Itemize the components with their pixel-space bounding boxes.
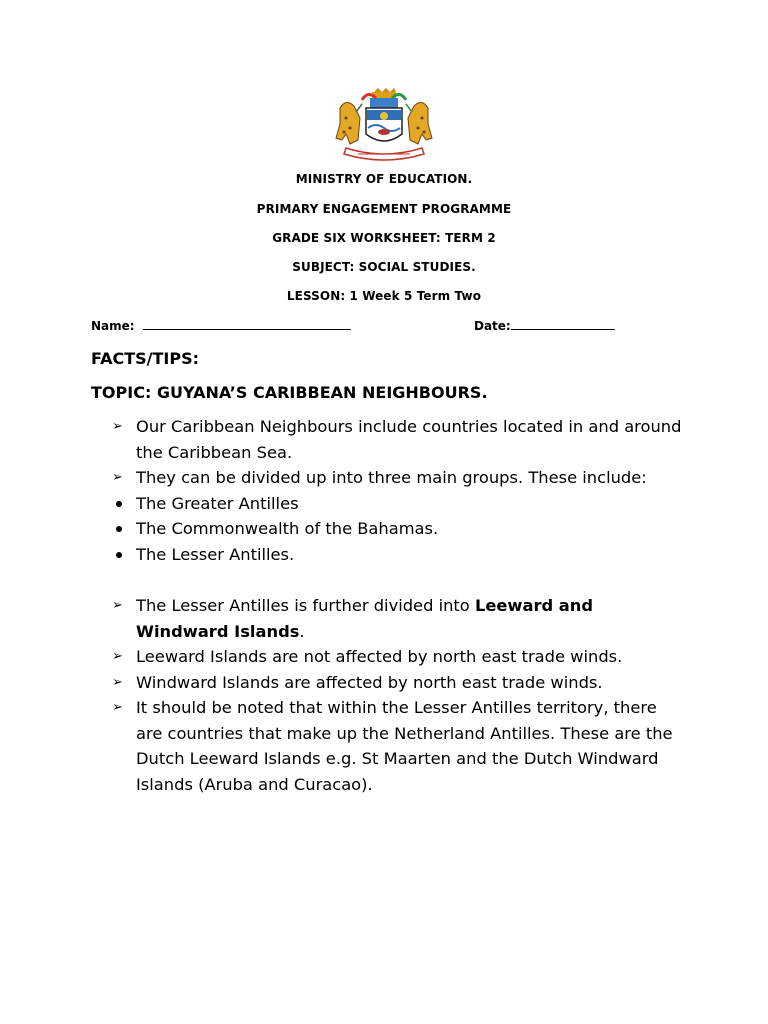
date-field[interactable] — [474, 318, 615, 333]
list-item — [112, 695, 682, 797]
arrow-bullet-icon: ➢ — [112, 598, 123, 613]
programme-title: PRIMARY ENGAGEMENT PROGRAMME — [256, 202, 512, 216]
spacer — [112, 567, 682, 593]
arrow-bullet-icon: ➢ — [112, 470, 123, 485]
list-item-text-start: The Lesser Antilles is further divided into — [136, 596, 475, 615]
arrow-bullet-icon: ➢ — [112, 700, 123, 715]
arrow-bullet-icon: ➢ — [112, 649, 123, 664]
list-item — [112, 593, 682, 644]
worksheet-title: GRADE SIX WORKSHEET: TERM 2 — [272, 231, 496, 245]
lesson-title: LESSON: 1 Week 5 Term Two — [286, 289, 482, 303]
date-blank-line[interactable] — [511, 318, 615, 330]
list-item-bold-text: Leeward and Windward Islands — [136, 596, 594, 641]
topic-heading: TOPIC: GUYANA’S CARIBBEAN NEIGHBOURS. — [91, 383, 488, 402]
dot-bullet-icon — [116, 501, 122, 507]
list-item — [112, 542, 682, 568]
name-label: Name: — [91, 319, 135, 333]
name-field[interactable] — [91, 318, 351, 333]
list-item — [112, 516, 682, 542]
dot-bullet-icon — [116, 526, 122, 532]
list-item-text: The Lesser Antilles. — [136, 544, 295, 564]
arrow-bullet-icon: ➢ — [112, 419, 123, 434]
list-item-text — [136, 596, 593, 641]
list-item — [112, 491, 682, 517]
list-item-text: Leeward Islands are not affected by north east trade winds. — [136, 647, 623, 666]
list-item-text: Windward Islands are affected by north east trade winds. — [136, 672, 603, 692]
arrow-bullet-icon: ➢ — [112, 674, 123, 690]
subject-title: SUBJECT: SOCIAL STUDIES. — [292, 260, 476, 274]
name-blank-line[interactable] — [143, 318, 351, 330]
date-label: Date: — [474, 319, 511, 333]
list-item — [112, 670, 682, 696]
ministry-title: MINISTRY OF EDUCATION. — [295, 172, 473, 186]
facts-heading: FACTS/TIPS: — [91, 349, 200, 368]
list-item-text: Our Caribbean Neighbours include countries located in and around the Caribbean Sea. — [136, 417, 682, 462]
list-item — [112, 414, 682, 465]
list-item — [112, 644, 682, 670]
list-item-text-end: . — [299, 621, 305, 641]
list-item-text: It should be noted that within the Lesser Antilles territory, there are countries that make up the Netherland Antilles. These are the Dutch Leeward Islands e.g. St Maarten and the Dutch Windward Islands (Aruba and Curacao). — [136, 698, 673, 794]
coat-of-arms-icon — [332, 88, 436, 164]
list-item — [112, 465, 682, 491]
list-item-text: The Greater Antilles — [136, 493, 299, 513]
dot-bullet-icon — [116, 552, 122, 558]
list-item-text: They can be divided up into three main groups. These include: — [136, 468, 647, 487]
list-item-text: The Commonwealth of the Bahamas. — [136, 519, 439, 538]
facts-list — [112, 414, 682, 797]
